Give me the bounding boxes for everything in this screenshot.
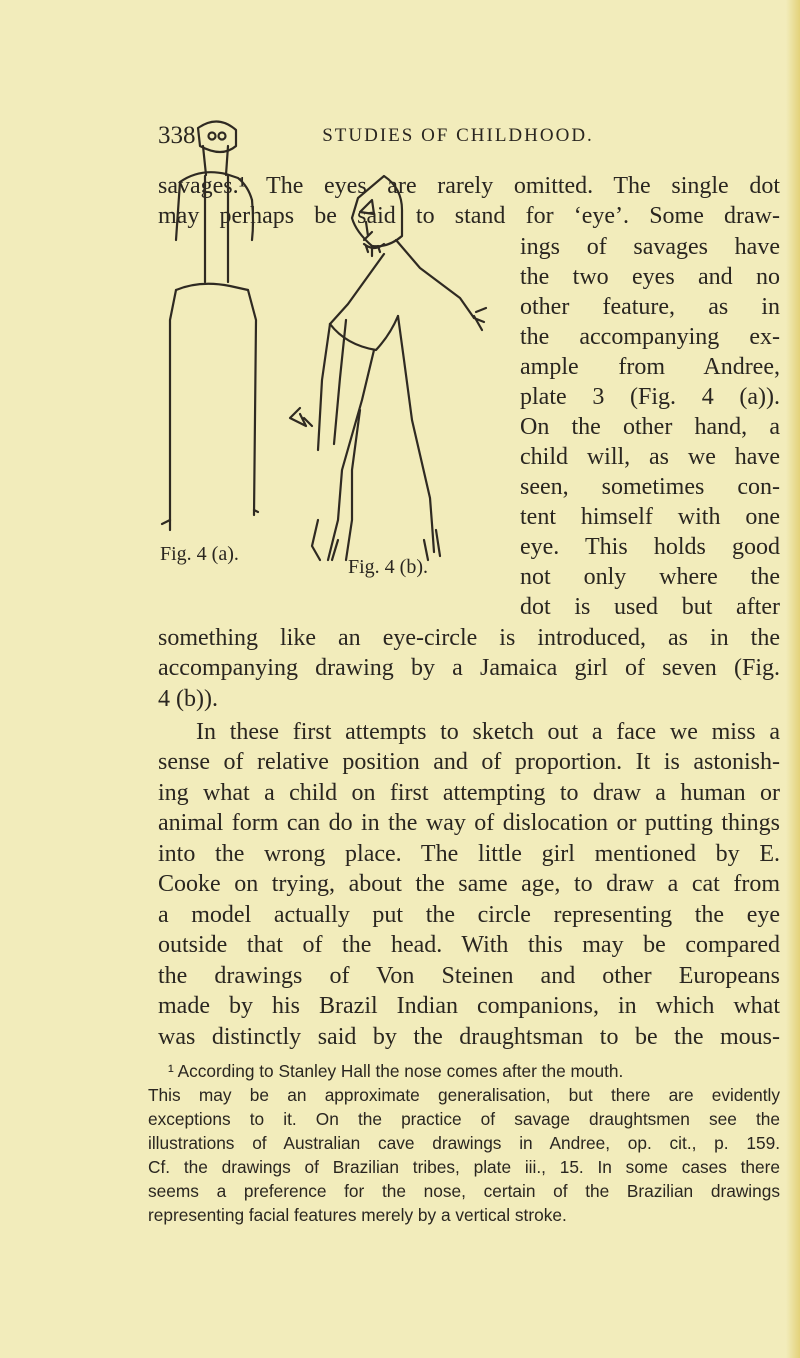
body-line-lower-1: something like an eye-circle is introduced, as in the bbox=[158, 625, 780, 651]
para2-line-2: sense of relative position and of proportion. It is astonish- bbox=[158, 749, 780, 775]
wrap-line-3: other feature, as in bbox=[520, 294, 780, 320]
body-line-1: savages.¹ The eyes are rarely omitted. The single dot bbox=[158, 173, 780, 199]
wrap-line-7: On the other hand, a bbox=[520, 414, 780, 440]
para2-line-10: made by his Brazil Indian companions, in which what bbox=[158, 993, 780, 1019]
footnote-line-2: This may be an approximate generalisation, but there are evidently bbox=[148, 1085, 780, 1105]
wrap-line-2: the two eyes and no bbox=[520, 264, 780, 290]
running-title: STUDIES OF CHILDHOOD. bbox=[322, 125, 594, 146]
body-line-2: may perhaps be said to stand for ‘eye’. Some draw- bbox=[158, 203, 780, 229]
page-number: 338 bbox=[158, 122, 196, 149]
wrap-line-8: child will, as we have bbox=[520, 444, 780, 470]
fig-4b-drawing bbox=[290, 176, 486, 560]
footnote-line-1: ¹ According to Stanley Hall the nose comes after the mouth. bbox=[168, 1061, 624, 1081]
para2-line-9: the drawings of Von Steinen and other Europeans bbox=[158, 963, 780, 989]
wrap-line-13: dot is used but after bbox=[520, 594, 780, 620]
footnote-line-3: exceptions to it. On the practice of savage draughtsmen see the bbox=[148, 1109, 780, 1129]
para2-line-11: was distinctly said by the draughtsman to be the mous- bbox=[158, 1024, 780, 1050]
wrap-line-11: eye. This holds good bbox=[520, 534, 780, 560]
para2-line-6: Cooke on trying, about the same age, to draw a cat from bbox=[158, 871, 780, 897]
body-line-lower-3: 4 (b)). bbox=[158, 686, 218, 712]
footnote-line-6: seems a preference for the nose, certain of the Brazilian drawings bbox=[148, 1181, 780, 1201]
para2-line-3: ing what a child on first attempting to draw a human or bbox=[158, 780, 780, 806]
footnote-line-7: representing facial features merely by a vertical stroke. bbox=[148, 1205, 567, 1225]
wrap-line-5: ample from Andree, bbox=[520, 354, 780, 380]
footnote-line-5: Cf. the drawings of Brazilian tribes, plate iii., 15. In some cases there bbox=[148, 1157, 780, 1177]
wrap-line-9: seen, sometimes con- bbox=[520, 474, 780, 500]
wrap-line-12: not only where the bbox=[520, 564, 780, 590]
para2-line-8: outside that of the head. With this may be compared bbox=[158, 932, 780, 958]
wrap-line-6: plate 3 (Fig. 4 (a)). bbox=[520, 384, 780, 410]
wrap-line-10: tent himself with one bbox=[520, 504, 780, 530]
para2-line-7: a model actually put the circle representing the eye bbox=[158, 902, 780, 928]
para2-line-1: In these first attempts to sketch out a face we miss a bbox=[196, 719, 780, 745]
wrap-line-4: the accompanying ex- bbox=[520, 324, 780, 350]
para2-line-5: into the wrong place. The little girl mentioned by E. bbox=[158, 841, 780, 867]
fig-4a-drawing bbox=[162, 121, 258, 530]
wrap-line-1: ings of savages have bbox=[520, 234, 780, 260]
fig-4a-label: Fig. 4 (a). bbox=[160, 543, 239, 565]
body-line-lower-2: accompanying drawing by a Jamaica girl of seven (Fig. bbox=[158, 655, 780, 681]
para2-line-4: animal form can do in the way of dislocation or putting things bbox=[158, 810, 780, 836]
footnote-line-4: illustrations of Australian cave drawings in Andree, op. cit., p. 159. bbox=[148, 1133, 780, 1153]
fig-4b-label: Fig. 4 (b). bbox=[348, 556, 428, 578]
